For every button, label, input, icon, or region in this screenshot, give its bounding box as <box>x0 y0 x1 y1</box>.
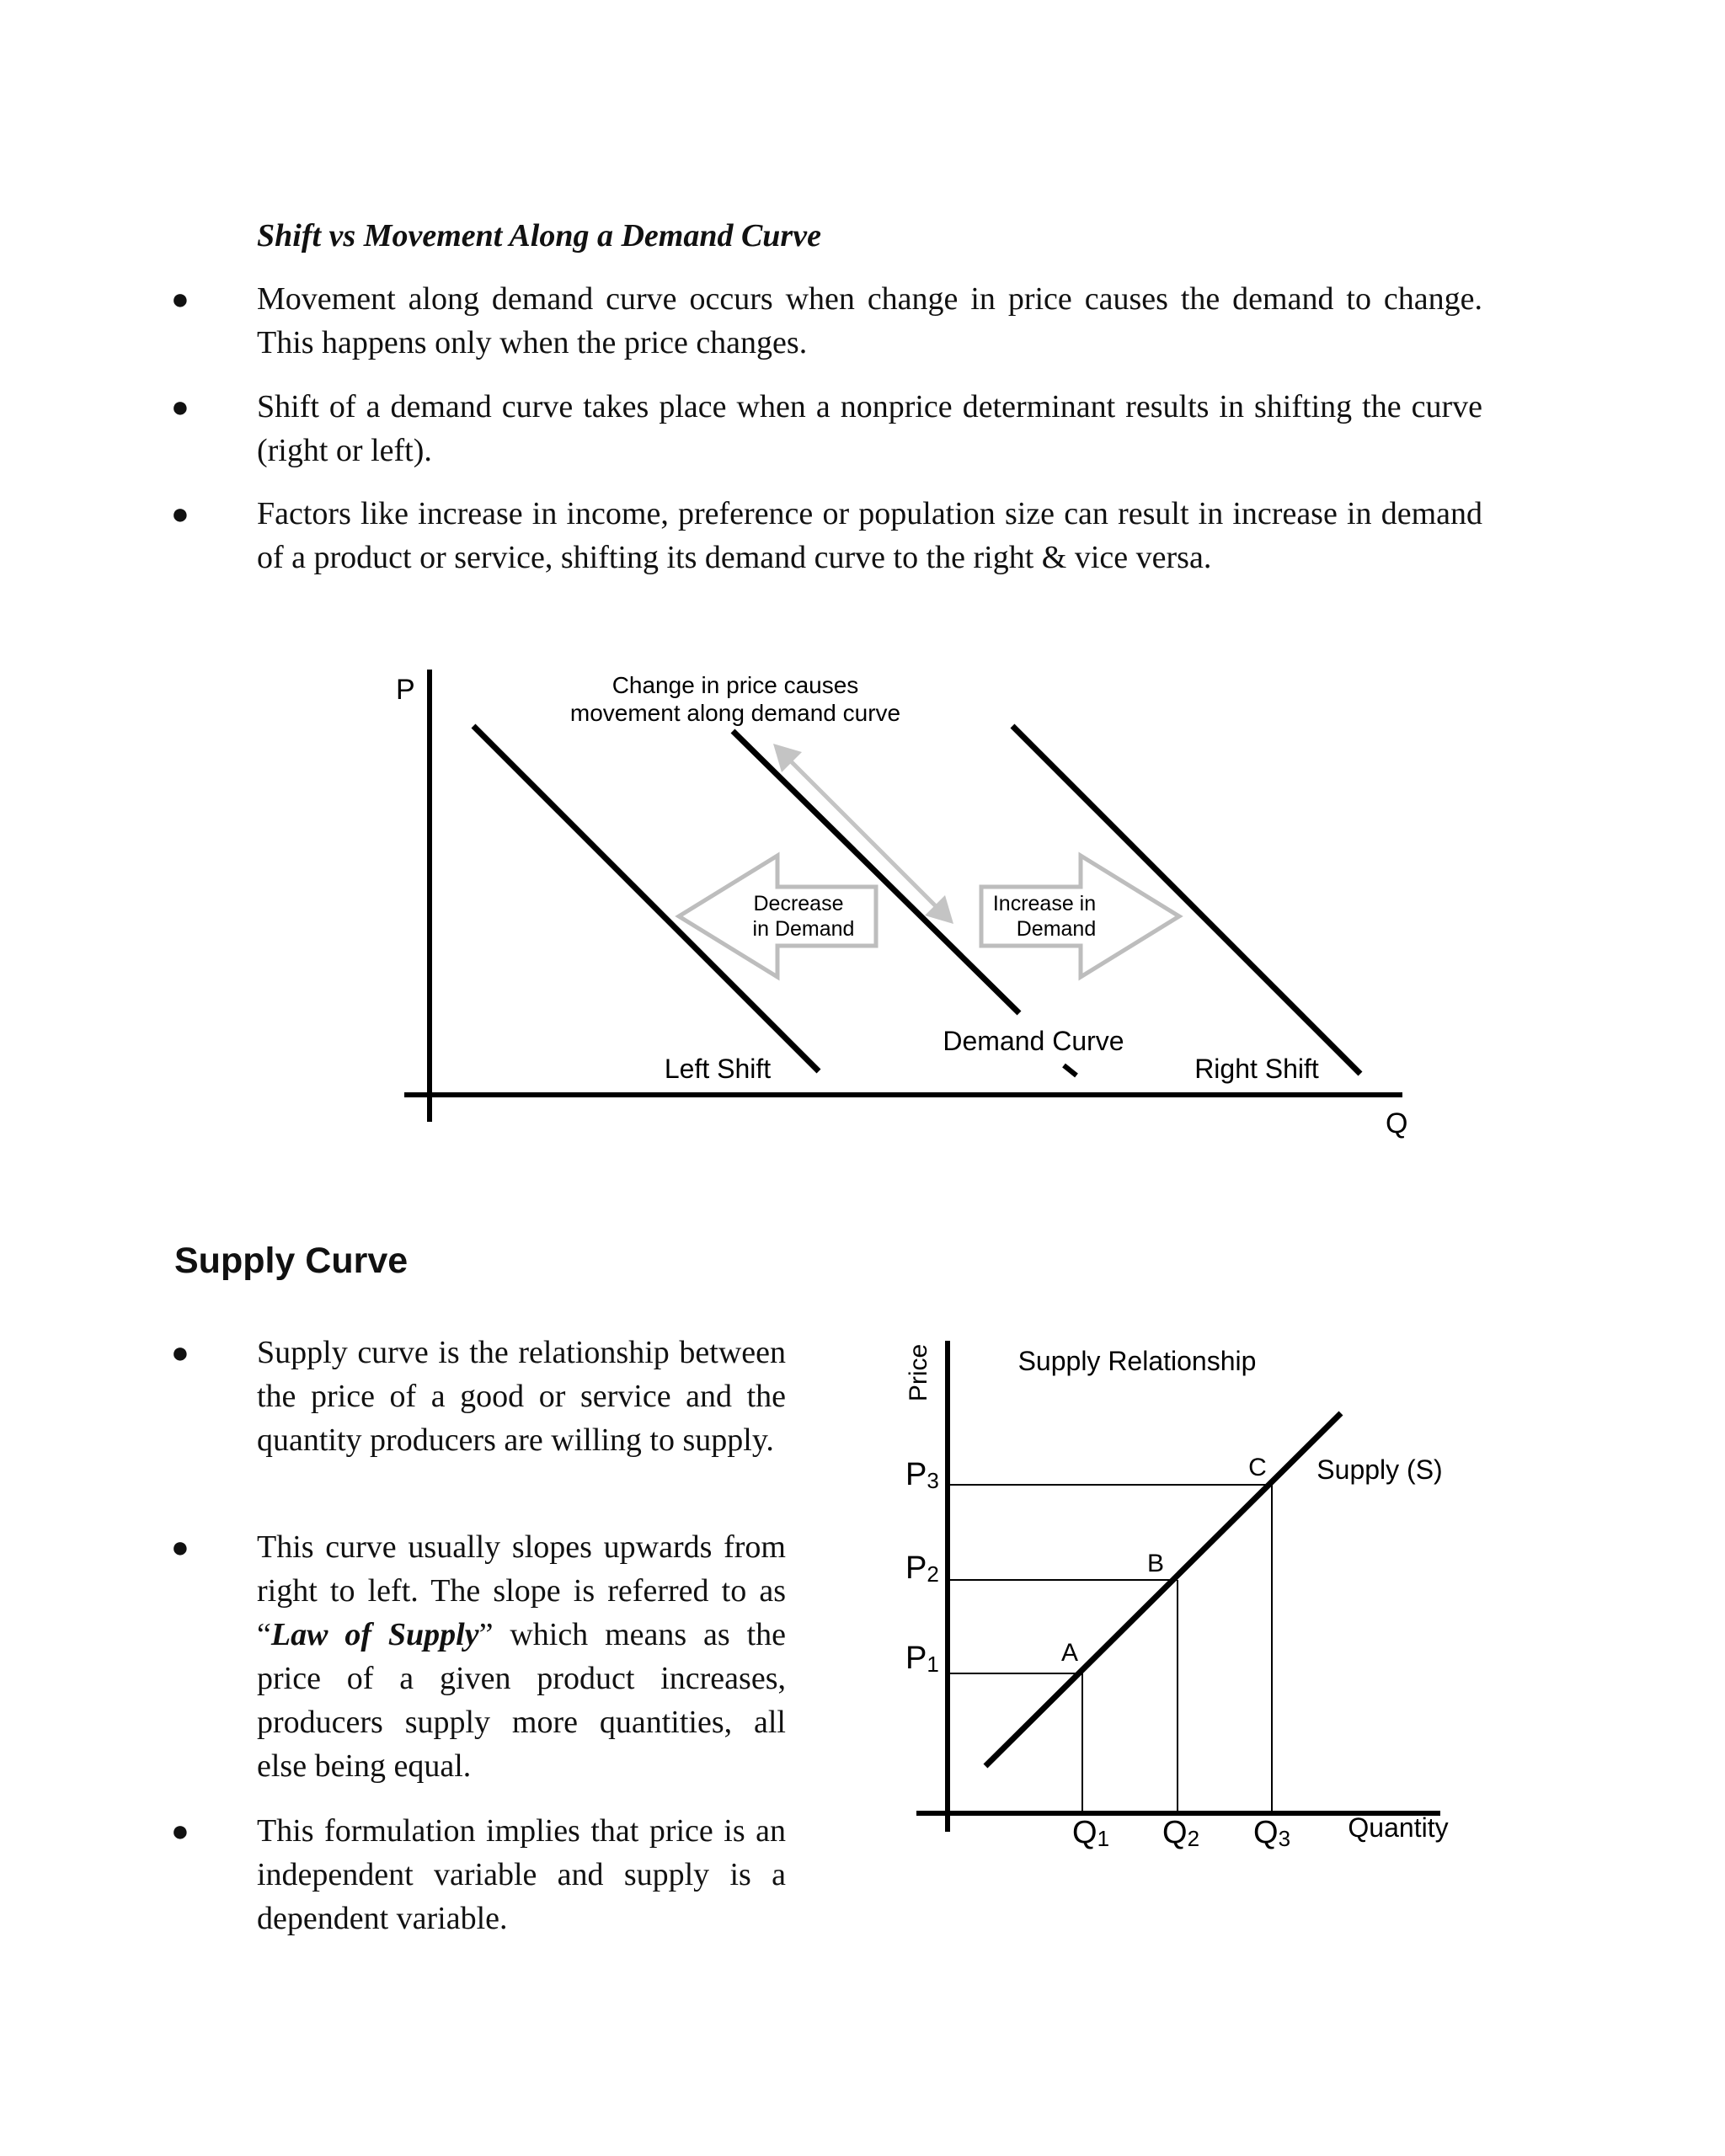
bullet-text-supply-definition: Supply curve is the relationship between the price of a good or service and the quantity producers are willing to supply. <box>257 1335 786 1458</box>
quantity-level-q2 <box>1162 1815 1199 1851</box>
law-text-after: ” which means as the price of a given product increases, producers supply more quantities, all else being equal. <box>257 1617 787 1784</box>
movement-caption-line2: movement along demand curve <box>569 700 901 726</box>
section-title-shift-vs-movement: Shift vs Movement Along a Demand Curve <box>257 218 821 253</box>
supply-curve-line <box>985 1413 1341 1766</box>
right-shift-label: Right Shift <box>1194 1054 1319 1084</box>
law-text-before: This curve usually slopes upwards from right to left. The slope is referred to as “ <box>257 1529 786 1652</box>
decrease-demand-label-line2: in Demand <box>752 917 855 941</box>
increase-demand-label-line2: Demand <box>1016 917 1097 941</box>
quantity-level-q3 <box>1253 1815 1290 1851</box>
quantity-level-q3-base: Q <box>1253 1815 1279 1850</box>
demand-axis-q-label: Q <box>1386 1107 1408 1139</box>
point-c-label: C <box>1248 1454 1267 1481</box>
bullet-text-shift: Shift of a demand curve takes place when a nonprice determinant results in shifting the curve (right or left). <box>257 389 1482 468</box>
point-a-label: A <box>1060 1639 1079 1667</box>
quantity-level-q1-base: Q <box>1072 1815 1097 1850</box>
increase-demand-label-line1: Increase in <box>992 892 1097 915</box>
price-level-p1-sub: 1 <box>927 1652 939 1677</box>
bullet-dot: ● <box>171 390 190 424</box>
bullet-dot: ● <box>171 1336 190 1369</box>
price-level-p3-base: P <box>905 1457 927 1492</box>
demand-curve-label: Demand Curve <box>943 1026 1124 1056</box>
quantity-level-q1 <box>1072 1815 1109 1851</box>
bullet-text-movement: Movement along demand curve occurs when change in price causes the demand to change. This happens only when the price changes. <box>257 281 1482 360</box>
price-level-p3-sub: 3 <box>927 1468 939 1493</box>
bullet-text-factors: Factors like increase in income, preference or population size can result in increase in demand of a product or service, shifting its demand curve to the right & vice versa. <box>257 496 1482 575</box>
bullet-dot: ● <box>171 497 190 531</box>
decrease-demand-label-line1: Decrease <box>753 892 844 915</box>
point-b-label: B <box>1146 1550 1165 1577</box>
price-level-p1-base: P <box>905 1641 927 1676</box>
price-level-p2-base: P <box>905 1550 927 1586</box>
supply-y-axis-label: Price <box>905 1343 932 1402</box>
left-shift-label: Left Shift <box>664 1054 772 1084</box>
law-of-supply-emphasis: Law of Supply <box>270 1617 479 1652</box>
supply-title: Supply Relationship <box>1017 1346 1257 1376</box>
bullet-text-independent-variable: This formulation implies that price is an independent variable and supply is a dependent variable. <box>257 1813 786 1936</box>
quantity-level-q1-sub: 1 <box>1097 1826 1110 1851</box>
bullet-dot: ● <box>171 282 190 316</box>
demand-axis-p-label: P <box>396 674 415 706</box>
price-level-p1 <box>905 1641 939 1677</box>
price-level-p3 <box>905 1457 939 1493</box>
price-level-p2-sub: 2 <box>927 1561 939 1587</box>
quantity-level-q2-sub: 2 <box>1187 1826 1200 1851</box>
bullet-dot: ● <box>171 1530 190 1564</box>
movement-caption-line1: Change in price causes <box>611 672 859 698</box>
quantity-level-q2-base: Q <box>1162 1815 1188 1850</box>
supply-x-axis-label: Quantity <box>1348 1812 1449 1843</box>
supply-curve-heading: Supply Curve <box>174 1241 409 1281</box>
quantity-level-q3-sub: 3 <box>1278 1826 1291 1851</box>
bullet-dot: ● <box>171 1814 190 1848</box>
supply-curve-label: Supply (S) <box>1316 1454 1443 1485</box>
price-level-p2 <box>905 1550 939 1587</box>
